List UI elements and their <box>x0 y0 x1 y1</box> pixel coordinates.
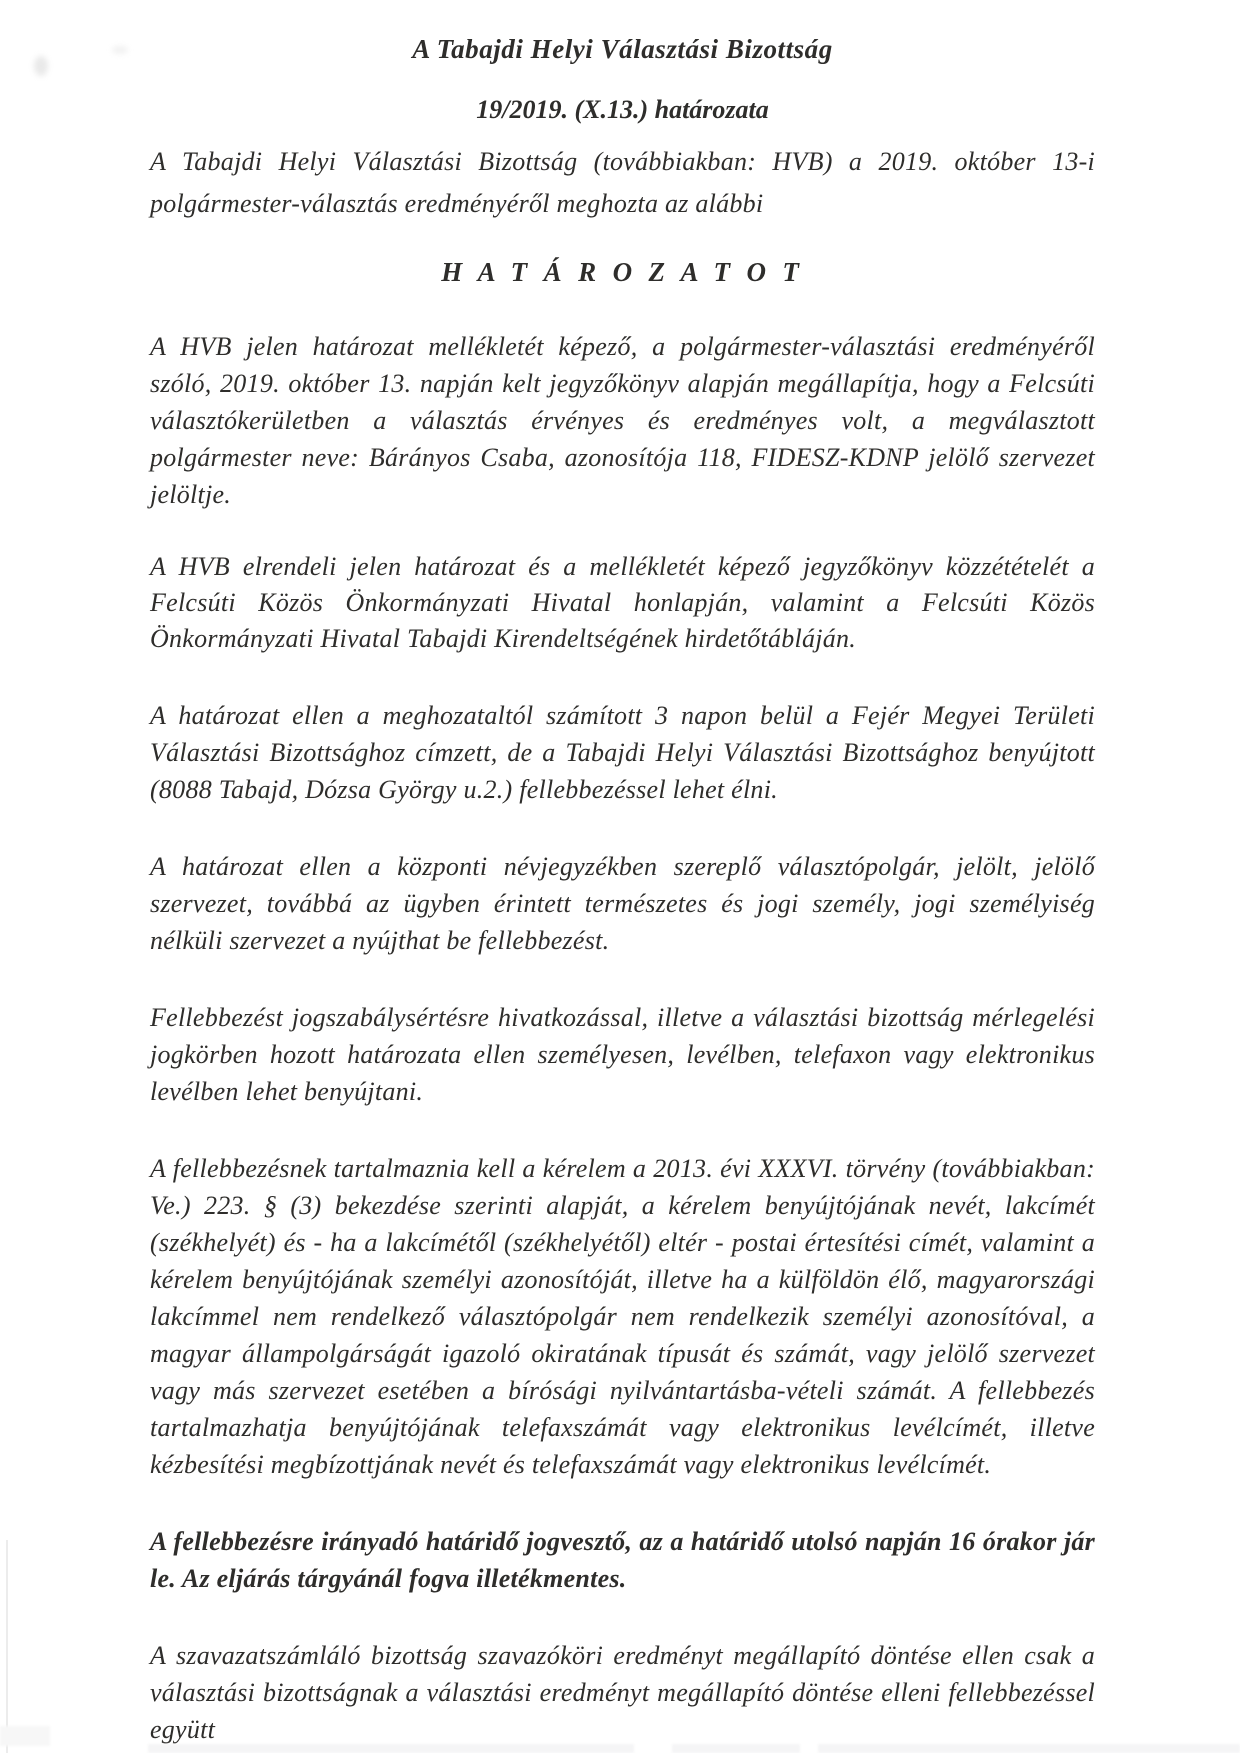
body-paragraph: A fellebbezésnek tartalmaznia kell a kérelem a 2013. évi XXXVI. törvény (továbbiakban: Ve.) 223. § (3) bekezdése szerinti alapját, a kérelem benyújtójának nevét, lakcímét (székhelyét) és - ha a lakcímétől (székhelyétől) eltér - postai értesítési címét, valamint a kérelem benyújtójának személyi azonosítóját, illetve ha a külföldön élő, magyarországi lakcímmel nem rendelkező választópolgár nem rendelkezik személyi azonosítóval, a magyar állampolgárságát igazoló okiratának típusát és számát, vagy jelölő szervezet vagy más szervezet esetében a bírósági nyilvántartásba-vételi számát. A fellebbezés tartalmazhatja benyújtójának telefaxszámát vagy elektronikus levélcímét, illetve kézbesítési megbízottjának nevét és telefaxszámát vagy elektronikus levélcímét. <box>150 1154 1095 1479</box>
body-paragraph: A HVB elrendeli jelen határozat és a mellékletét képező jegyzőkönyv közzétételét a Felcsúti Közös Önkormányzati Hivatal honlapján, valamint a Felcsúti Közös Önkormányzati Hivatal Tabajdi Kirendeltségének hirdetőtábláján. <box>150 552 1095 653</box>
decision-heading: H A T Á R O Z A T O T <box>441 257 804 287</box>
scan-edge-line-artifact <box>6 1540 8 1753</box>
body-paragraph: Fellebbezést jogszabálysértésre hivatkozással, illetve a választási bizottság mérlegelési jogkörben hozott határozata ellen személyesen, levélben, telefaxon vagy elektronikus levélben lehet benyújtani. <box>150 1003 1095 1106</box>
document-body <box>150 28 1095 1748</box>
scan-bottom-shadow-artifact <box>148 1744 634 1753</box>
body-paragraph: A határozat ellen a meghozataltól számított 3 napon belül a Fejér Megyei Területi Választási Bizottsághoz címzett, de a Tabajdi Helyi Választási Bizottsághoz benyújtott (8088 Tabajd, Dózsa György u.2.) fellebbezéssel lehet élni. <box>150 701 1095 804</box>
deadline-paragraph-bold: A fellebbezésre irányadó határidő jogvesztő, az a határidő utolsó napján 16 órakor jár le. Az eljárás tárgyánál fogva illetékmentes. <box>150 1527 1095 1593</box>
decision-number: 19/2019. (X.13.) határozata <box>476 95 769 124</box>
document-title: A Tabajdi Helyi Választási Bizottság <box>412 34 833 64</box>
intro-paragraph: A Tabajdi Helyi Választási Bizottság (továbbiakban: HVB) a 2019. október 13-i polgármester-választás eredményéről meghozta az alábbi <box>150 147 1095 218</box>
scan-bottom-shadow-artifact <box>672 1744 800 1753</box>
scan-smudge-artifact <box>112 46 128 54</box>
body-paragraph: A szavazatszámláló bizottság szavazóköri eredményt megállapító döntése ellen csak a választási bizottságnak a választási eredményt megállapító döntése elleni fellebbezéssel együtt <box>150 1641 1095 1744</box>
scan-edge-patch-artifact <box>0 1726 50 1746</box>
scan-smudge-artifact <box>34 56 48 76</box>
scan-bottom-shadow-artifact <box>818 1744 1240 1753</box>
body-paragraph: A határozat ellen a központi névjegyzékben szereplő választópolgár, jelölt, jelölő szervezet, továbbá az ügyben érintett természetes és jogi személy, jogi személyiség nélküli szervezet a nyújthat be fellebbezést. <box>150 852 1095 955</box>
body-paragraph: A HVB jelen határozat mellékletét képező, a polgármester-választási eredményéről szóló, 2019. október 13. napján kelt jegyzőkönyv alapján megállapítja, hogy a Felcsúti választókerületben a választás érvényes és eredményes volt, a megválasztott polgármester neve: Bárányos Csaba, azonosítója 118, FIDESZ-KDNP jelölő szervezet jelöltje. <box>150 332 1095 509</box>
